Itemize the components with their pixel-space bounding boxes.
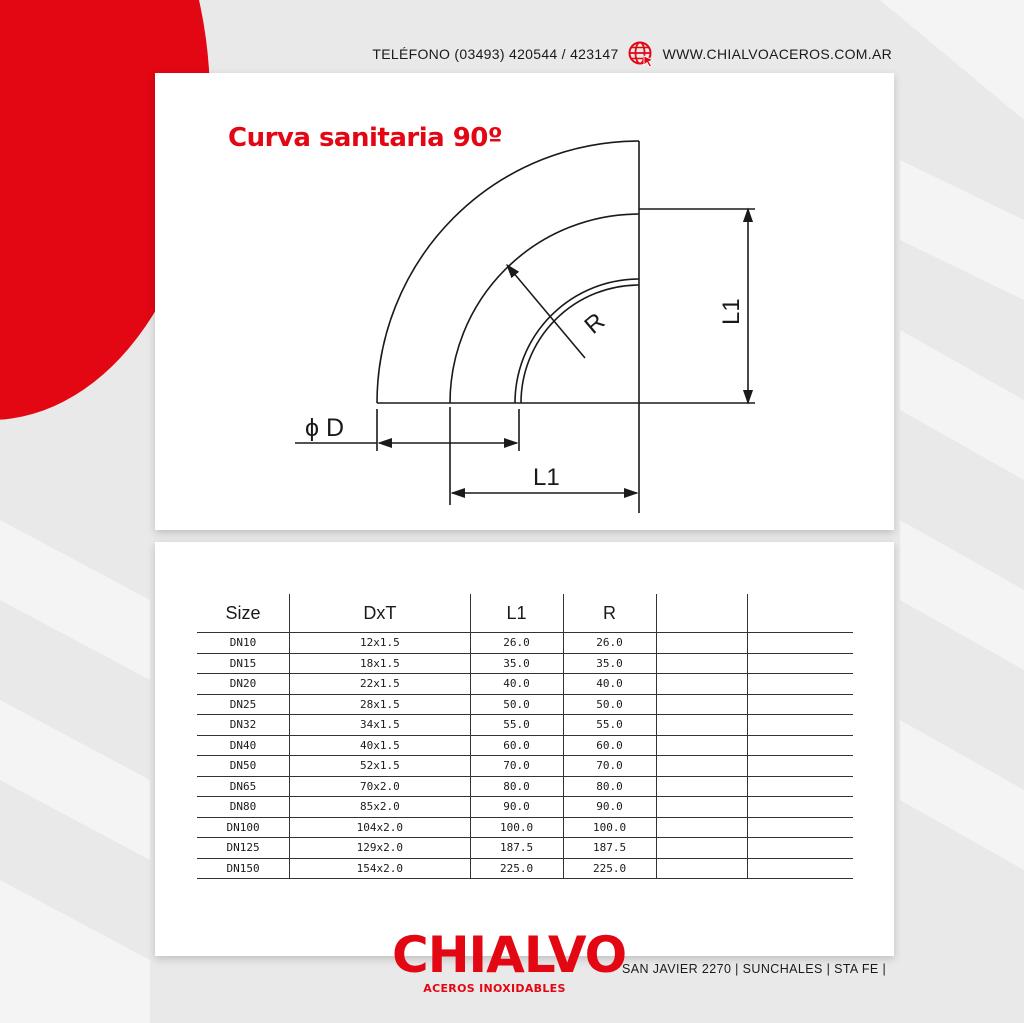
- address-text: SAN JAVIER 2270 | SUNCHALES | STA FE |: [622, 962, 887, 976]
- column-header: DxT: [290, 594, 470, 633]
- table-cell: 154x2.0: [290, 858, 470, 879]
- logo-subtitle: ACEROS INOXIDABLES: [423, 982, 566, 995]
- column-header: Size: [197, 594, 290, 633]
- elbow-diagram: [155, 73, 894, 530]
- column-header: [748, 594, 853, 633]
- column-header: R: [563, 594, 656, 633]
- dimensions-table: [197, 594, 853, 879]
- table-cell: [748, 633, 853, 654]
- table-cell: DN80: [197, 797, 290, 818]
- table-cell: 55.0: [470, 715, 563, 736]
- table-cell: DN32: [197, 715, 290, 736]
- table-cell: [748, 858, 853, 879]
- table-cell: [748, 674, 853, 695]
- table-cell: 40.0: [563, 674, 656, 695]
- table-cell: 52x1.5: [290, 756, 470, 777]
- outer-arc: [377, 141, 639, 403]
- table-cell: 70.0: [563, 756, 656, 777]
- diameter-label: ϕ D: [305, 414, 345, 442]
- table-cell: [748, 756, 853, 777]
- table-cell: [748, 653, 853, 674]
- table-cell: 60.0: [563, 735, 656, 756]
- table-cell: 225.0: [470, 858, 563, 879]
- table-row: [197, 817, 853, 838]
- table-cell: [748, 838, 853, 859]
- table-cell: 50.0: [563, 694, 656, 715]
- table-row: [197, 838, 853, 859]
- table-cell: 50.0: [470, 694, 563, 715]
- contact-bar: [372, 40, 892, 68]
- table-cell: 70x2.0: [290, 776, 470, 797]
- table-cell: 100.0: [563, 817, 656, 838]
- table-row: [197, 633, 853, 654]
- globe-cursor-icon: [627, 40, 655, 68]
- table-cell: [656, 715, 748, 736]
- table-row: [197, 776, 853, 797]
- table-cell: DN40: [197, 735, 290, 756]
- product-title: Curva sanitaria 90º: [228, 123, 503, 153]
- table-cell: 187.5: [563, 838, 656, 859]
- table-cell: [656, 776, 748, 797]
- table-cell: DN100: [197, 817, 290, 838]
- table-cell: 85x2.0: [290, 797, 470, 818]
- phone-text: TELÉFONO (03493) 420544 / 423147: [372, 46, 619, 62]
- table-body: [197, 633, 853, 879]
- table-cell: [656, 653, 748, 674]
- table-cell: [656, 674, 748, 695]
- table-cell: 90.0: [563, 797, 656, 818]
- table-cell: 100.0: [470, 817, 563, 838]
- table-row: [197, 735, 853, 756]
- table-cell: 26.0: [563, 633, 656, 654]
- table-cell: 70.0: [470, 756, 563, 777]
- table-cell: [656, 858, 748, 879]
- table-cell: [748, 797, 853, 818]
- table-cell: [748, 715, 853, 736]
- table-cell: DN150: [197, 858, 290, 879]
- table-cell: [656, 735, 748, 756]
- chialvo-logo: [392, 926, 627, 995]
- table-cell: 35.0: [563, 653, 656, 674]
- table-cell: 55.0: [563, 715, 656, 736]
- table-cell: 187.5: [470, 838, 563, 859]
- table-cell: DN10: [197, 633, 290, 654]
- table-cell: DN15: [197, 653, 290, 674]
- table-cell: 34x1.5: [290, 715, 470, 736]
- table-cell: 60.0: [470, 735, 563, 756]
- table-row: [197, 858, 853, 879]
- table-row: [197, 715, 853, 736]
- table-cell: [748, 776, 853, 797]
- radius-label: R: [579, 307, 611, 340]
- vertical-l1-label: L1: [718, 298, 745, 325]
- table-row: [197, 756, 853, 777]
- table-cell: 18x1.5: [290, 653, 470, 674]
- table-cell: 12x1.5: [290, 633, 470, 654]
- table-cell: DN25: [197, 694, 290, 715]
- table-cell: 90.0: [470, 797, 563, 818]
- table-cell: [656, 756, 748, 777]
- horizontal-l1-label: L1: [533, 464, 560, 491]
- table-row: [197, 653, 853, 674]
- website-link[interactable]: WWW.CHIALVOACEROS.COM.AR: [662, 46, 892, 62]
- table-card: [155, 542, 894, 956]
- table-cell: 225.0: [563, 858, 656, 879]
- table-cell: [748, 694, 853, 715]
- diagram-card: [155, 73, 894, 530]
- table-cell: 40.0: [470, 674, 563, 695]
- table-cell: 80.0: [470, 776, 563, 797]
- table-cell: DN125: [197, 838, 290, 859]
- column-header: L1: [470, 594, 563, 633]
- table-cell: 35.0: [470, 653, 563, 674]
- table-cell: [656, 694, 748, 715]
- table-cell: 28x1.5: [290, 694, 470, 715]
- table-cell: [656, 797, 748, 818]
- logo-wordmark: CHIALVO: [392, 926, 627, 984]
- table-cell: [656, 817, 748, 838]
- table-cell: DN20: [197, 674, 290, 695]
- column-header: [656, 594, 748, 633]
- table-cell: 80.0: [563, 776, 656, 797]
- table-row: [197, 674, 853, 695]
- table-cell: [748, 817, 853, 838]
- table-cell: [656, 838, 748, 859]
- table-cell: 26.0: [470, 633, 563, 654]
- table-cell: 40x1.5: [290, 735, 470, 756]
- table-row: [197, 797, 853, 818]
- table-cell: [748, 735, 853, 756]
- table-header-row: [197, 594, 853, 633]
- table-cell: 104x2.0: [290, 817, 470, 838]
- table-cell: [656, 633, 748, 654]
- table-cell: DN65: [197, 776, 290, 797]
- table-row: [197, 694, 853, 715]
- table-cell: 129x2.0: [290, 838, 470, 859]
- table-cell: 22x1.5: [290, 674, 470, 695]
- table-cell: DN50: [197, 756, 290, 777]
